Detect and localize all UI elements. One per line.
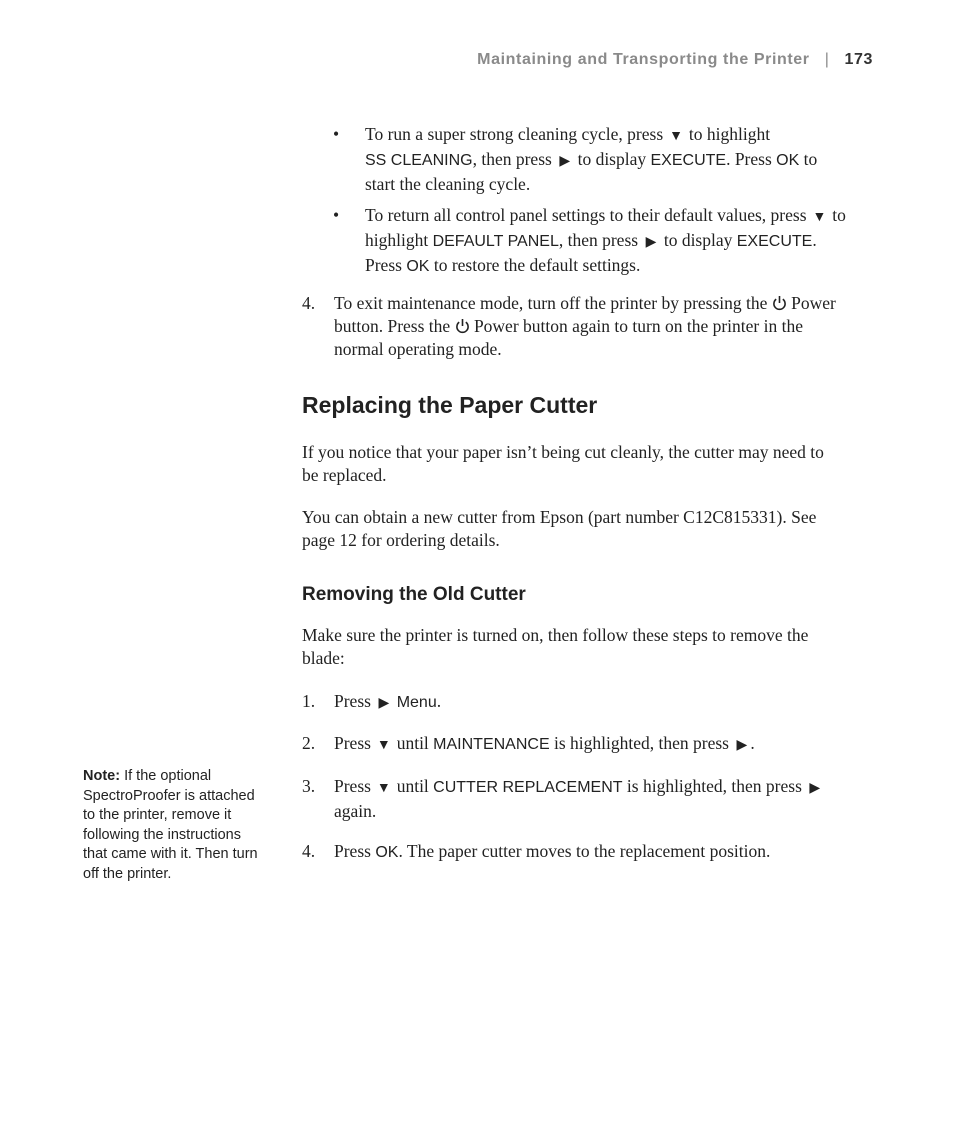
side-note: [83, 767, 263, 884]
power-icon: [772, 295, 787, 311]
menu-item-name: MAINTENANCE: [433, 736, 550, 753]
step-text: Press ▼ until MAINTENANCE is highlighted, then press ▶ .: [334, 732, 874, 757]
step-text: Press OK. The paper cutter moves to the replacement position.: [334, 841, 771, 861]
subsection-heading: Removing the Old Cutter: [302, 584, 526, 605]
right-arrow-icon: ▶: [559, 154, 571, 169]
step-number: 3.: [302, 776, 316, 796]
down-arrow-icon: ▼: [669, 129, 683, 144]
display-value: EXECUTE: [650, 152, 727, 169]
header-separator: |: [824, 51, 830, 68]
down-arrow-icon: ▼: [812, 210, 827, 225]
menu-item-name: DEFAULT PANEL: [432, 233, 559, 250]
make-sure-paragraph: Make sure the printer is turned on, then follow these steps to remove the blade:: [302, 625, 809, 668]
ok-key: OK: [776, 152, 800, 169]
bullet-text: To return all control panel settings to their default values, press ▼ to highlight DEFAULT PANEL, then press ▶ to display EXECUTE. Press OK to restore the default settings.: [365, 205, 846, 275]
bullet-marker: •: [333, 124, 340, 144]
menu-item-name: CUTTER REPLACEMENT: [433, 779, 623, 796]
section-heading: Replacing the Paper Cutter: [302, 392, 598, 418]
intro-paragraph: If you notice that your paper isn’t being cut cleanly, the cutter may need to be replaced.: [302, 442, 824, 485]
menu-key: Menu: [396, 694, 437, 711]
power-icon: [455, 318, 470, 334]
down-arrow-icon: ▼: [376, 781, 391, 796]
right-arrow-icon: ▶: [645, 235, 657, 250]
step-number: 4.: [302, 841, 316, 861]
note-label: Note:: [83, 768, 121, 784]
running-header: [477, 48, 873, 71]
display-value: EXECUTE: [736, 233, 813, 250]
step-text: Press ▶ Menu.: [334, 690, 874, 715]
down-arrow-icon: ▼: [376, 738, 391, 753]
step-number: 1.: [302, 691, 316, 711]
bullet-text: To run a super strong cleaning cycle, press ▼ to highlight SS CLEANING, then press ▶ to display EXECUTE. Press OK to start the cleaning cycle.: [365, 124, 818, 194]
ok-key: OK: [406, 258, 430, 275]
bullet-marker: •: [333, 205, 340, 225]
step-number: 4.: [302, 293, 316, 313]
right-arrow-icon: ▶: [378, 696, 390, 711]
page-number: 173: [844, 51, 873, 68]
obtain-paragraph: You can obtain a new cutter from Epson (part number C12C815331). See page 12 for ordering details.: [302, 507, 817, 550]
step-number: 2.: [302, 733, 316, 753]
ok-key: OK: [375, 844, 399, 861]
menu-item-name: SS CLEANING: [365, 152, 473, 169]
section-title: Maintaining and Transporting the Printer: [477, 51, 810, 68]
step-text: To exit maintenance mode, turn off the printer by pressing the Power button. Press the Power button again to turn on the printer in the normal operating mode.: [334, 293, 836, 359]
note-text: If the optional SpectroProofer is attached to the printer, remove it following the instructions that came with it. Then turn off the printer.: [83, 768, 258, 882]
right-arrow-icon: ▶: [809, 781, 821, 796]
right-arrow-icon: ▶: [736, 738, 748, 753]
step-text: Press ▼ until CUTTER REPLACEMENT is highlighted, then press ▶ again.: [334, 775, 874, 823]
